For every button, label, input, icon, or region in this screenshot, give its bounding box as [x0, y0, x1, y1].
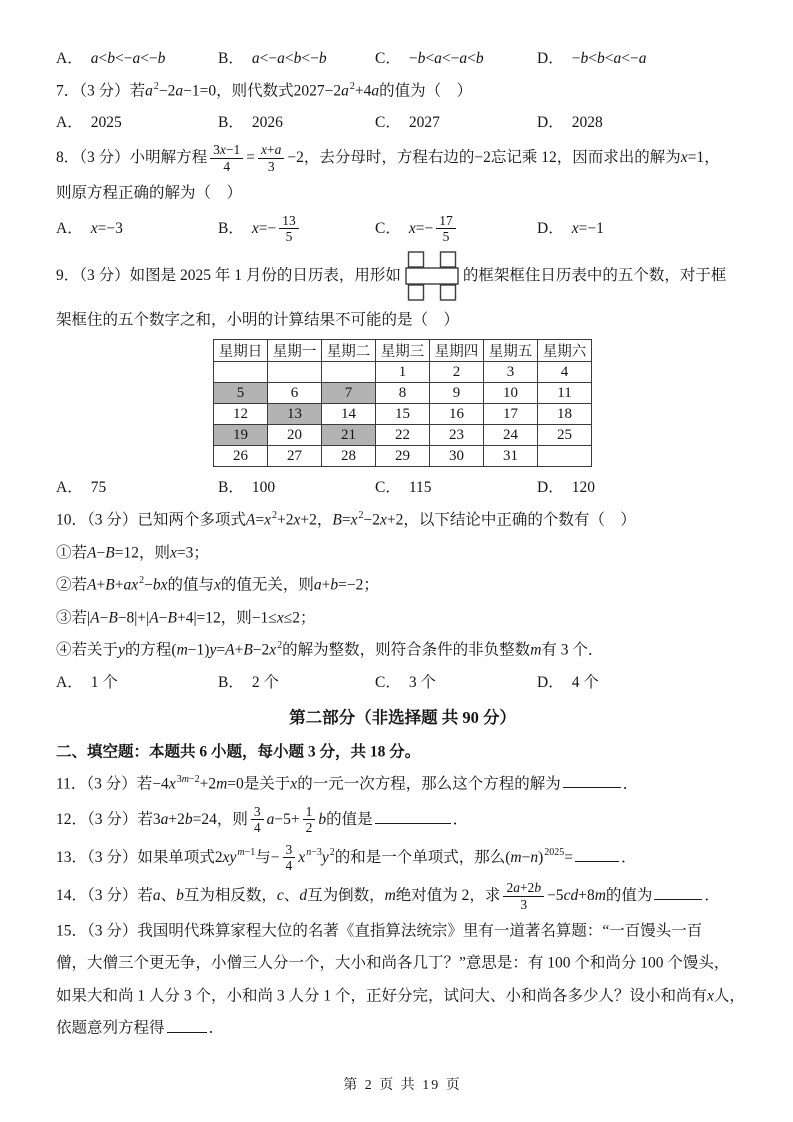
text-run: 人，: [713, 987, 745, 1005]
calendar-header-cell: 星期日: [214, 340, 268, 362]
answer-blank: [375, 806, 451, 823]
text-run: ，则代数式: [216, 82, 294, 100]
math-run: x=−: [251, 219, 277, 237]
text-run: 与: [255, 848, 271, 866]
text-run: ，去分母时，方程右边的: [303, 149, 475, 167]
calendar-cell: 1: [376, 362, 430, 383]
calendar-cell: 21: [322, 425, 376, 446]
math-run: 2xy: [214, 848, 237, 866]
option-label: D．: [537, 50, 564, 67]
math-run: |A−B−8|+|A−B+4|=12: [87, 609, 221, 627]
superscript: 2: [358, 510, 364, 522]
calendar-cell: 26: [214, 446, 268, 467]
option-label: C．: [375, 673, 401, 691]
fraction-numerator: 3: [251, 804, 264, 821]
calendar-cell: 22: [376, 425, 430, 446]
q10-item4: [56, 637, 749, 663]
option-D: [537, 216, 749, 242]
q14-stem: [56, 880, 749, 912]
text-run: ，则: [220, 609, 252, 627]
option-label: C．: [375, 50, 401, 67]
q9-stem-line2: [56, 307, 749, 333]
calendar-cell: 6: [268, 383, 322, 404]
answer-blank: [563, 771, 621, 788]
fraction-numerator: 2a+2b: [503, 880, 544, 897]
text-run: 10．（3 分）已知两个多项式: [56, 511, 246, 529]
calendar-cell: 14: [322, 404, 376, 425]
option-label: A．: [56, 50, 83, 67]
superscript: 2: [153, 80, 159, 92]
math-run: 100: [251, 479, 276, 497]
math-run: a−5+: [266, 810, 300, 828]
option-C: [375, 213, 537, 245]
text-run: 的值为: [605, 887, 653, 904]
calendar-cell: 4: [538, 362, 592, 383]
calendar-cell: 27: [268, 446, 322, 467]
text-run: 1 个: [90, 673, 118, 691]
answer-blank: [654, 882, 702, 899]
calendar-cell: [538, 446, 592, 467]
fraction-denominator: 5: [442, 229, 450, 245]
option-D: [537, 475, 749, 501]
option-A: [56, 475, 218, 501]
text-run: 是关于: [243, 775, 291, 793]
q10-item2: [56, 572, 749, 598]
text-run: 的值是: [326, 810, 373, 828]
text-run: 如果大和尚 1 人分 3 个，小和尚 3 人分 1 个，正好分完，试问大、小和尚各多少人？设小和尚有: [56, 987, 708, 1005]
calendar-header-cell: 星期六: [538, 340, 592, 362]
option-B: [218, 475, 375, 501]
math-run: y: [321, 848, 329, 866]
q7-options: [56, 110, 749, 136]
fraction-denominator: 2: [305, 820, 313, 836]
calendar-cell: 2: [430, 362, 484, 383]
option-B: [218, 46, 375, 72]
calendar-cell: 8: [376, 383, 430, 404]
option-label: B．: [218, 673, 244, 691]
option-label: B．: [218, 114, 244, 132]
option-label: C．: [375, 114, 401, 132]
text-run: 忘记乘 12，因而求出的解为: [490, 149, 681, 167]
option-label: D．: [537, 673, 564, 691]
text-run: 11．（3 分）若: [56, 775, 153, 793]
superscript: m−1: [237, 847, 256, 859]
math-run: +4a: [354, 82, 380, 100]
calendar-cell: 10: [484, 383, 538, 404]
calendar-cell: 9: [430, 383, 484, 404]
superscript: 2: [329, 847, 335, 859]
calendar-cell: 23: [430, 425, 484, 446]
fraction: [283, 842, 296, 874]
calendar-header-row: [214, 340, 592, 362]
math-run: 3a+2b=24: [152, 810, 217, 828]
text-run: 互为倒数，: [307, 887, 385, 904]
answer-blank: [167, 1015, 207, 1032]
option-label: A．: [56, 479, 83, 497]
superscript: 2: [349, 80, 355, 92]
calendar-cell: 11: [538, 383, 592, 404]
text-run: 的解为整数，则符合条件的非负整数: [282, 641, 531, 659]
q15-stem-line3: [56, 983, 749, 1009]
text-run: 的和是一个单项式，那么: [334, 848, 506, 866]
q8-stem-line2: [56, 180, 749, 206]
option-C: [375, 46, 537, 72]
text-run: 的一元一次方程，那么这个方程的解为: [297, 775, 561, 793]
q11-stem: [56, 771, 749, 798]
option-label: C．: [375, 479, 401, 497]
q9-stem-line1: [56, 251, 749, 301]
math-run: a<b<−a<−b: [90, 50, 166, 67]
math-run: a: [152, 887, 161, 904]
math-run: −bx: [144, 576, 168, 594]
math-run: 2027: [408, 114, 440, 132]
math-run: −2x+2: [363, 511, 404, 529]
fraction-numerator: 3: [283, 842, 296, 859]
text-run: 绝对值为 2，求: [395, 887, 501, 904]
fraction: [251, 804, 264, 836]
q10-stem: [56, 507, 749, 533]
calendar-cell: 12: [214, 404, 268, 425]
option-C: [375, 670, 537, 696]
math-run: (m−n): [505, 848, 544, 866]
math-run: c: [276, 887, 284, 904]
q8-options: [56, 213, 749, 245]
calendar-header-cell: 星期三: [376, 340, 430, 362]
calendar-wrap: [56, 339, 749, 467]
text-run: 2 个: [251, 673, 279, 691]
text-run: 的框架框住日历表中的五个数，对于框: [462, 266, 727, 284]
text-run: 互为相反数，: [183, 887, 277, 904]
calendar-cell: [214, 362, 268, 383]
math-run: 2027−2a: [293, 82, 349, 100]
option-B: [218, 670, 375, 696]
calendar-cell: 19: [214, 425, 268, 446]
fraction: [279, 213, 299, 245]
text-run: ，: [316, 511, 333, 529]
text-run: 14．（3 分）若: [56, 887, 153, 904]
calendar-header-cell: 星期五: [484, 340, 538, 362]
exam-content: [56, 46, 749, 1048]
math-run: x=1: [680, 149, 705, 167]
text-run: 架框住的五个数字之和，小明的计算结果不可能的是（ ）: [56, 311, 460, 329]
fraction: [210, 142, 243, 174]
option-label: B．: [218, 50, 244, 67]
text-run: 第二部分（非选择题 共 90 分）: [289, 707, 516, 727]
math-run: x: [298, 848, 306, 866]
text-run: ，: [704, 149, 720, 167]
text-run: ②若: [56, 576, 88, 594]
option-A: [56, 216, 218, 242]
math-run: b: [176, 887, 184, 904]
option-A: [56, 46, 218, 72]
fraction-denominator: 4: [253, 820, 261, 836]
page-footer: 第 2 页 共 19 页: [343, 1078, 462, 1093]
fill-blank-section-title: [56, 739, 749, 765]
calendar-row: [214, 383, 592, 404]
q7-stem: [56, 78, 749, 104]
q10-item1: [56, 540, 749, 566]
calendar-cell: 7: [322, 383, 376, 404]
q6-options: [56, 46, 749, 72]
fraction-denominator: 4: [223, 158, 231, 174]
text-run: 9．（3 分）如图是 2025 年 1 月份的日历表，用形如: [56, 266, 401, 284]
math-run: −5cd+8m: [547, 887, 606, 904]
fraction-numerator: 1: [303, 804, 316, 821]
math-run: +2m=0: [199, 775, 244, 793]
option-A: [56, 670, 218, 696]
fraction-numerator: 3x−1: [210, 142, 243, 159]
text-run: 、: [283, 887, 300, 904]
superscript: n−3: [306, 847, 322, 859]
option-D: [537, 46, 749, 72]
calendar-cell: 15: [376, 404, 430, 425]
option-C: [375, 110, 537, 136]
q12-stem: [56, 804, 749, 836]
text-run: ①若: [56, 544, 88, 562]
text-run: 13．（3 分）如果单项式: [56, 848, 215, 866]
text-run: ，则: [138, 544, 170, 562]
math-run: −b<b<a<−a: [571, 50, 647, 67]
option-B: [218, 213, 375, 245]
q15-stem-line2: [56, 950, 749, 976]
calendar-cell: [322, 362, 376, 383]
text-run: ．: [621, 848, 637, 866]
math-run: =: [246, 149, 256, 167]
text-run: ．: [452, 810, 469, 828]
part2-heading: [56, 704, 749, 731]
math-run: y: [118, 641, 125, 659]
text-run: 的值为（ ）: [379, 82, 473, 100]
option-label: B．: [218, 219, 244, 237]
math-run: a: [145, 82, 153, 100]
text-run: ．: [208, 1020, 225, 1038]
calendar-cell: 3: [484, 362, 538, 383]
calendar-cell: 25: [538, 425, 592, 446]
option-C: [375, 475, 537, 501]
text-run: ③若: [56, 609, 88, 627]
text-run: 4 个: [571, 673, 599, 691]
option-label: A．: [56, 673, 83, 691]
math-run: 115: [408, 479, 432, 497]
math-run: −: [270, 848, 280, 866]
superscript: 2: [139, 575, 145, 587]
fraction: [303, 804, 316, 836]
calendar-cell: 17: [484, 404, 538, 425]
math-run: m: [530, 641, 542, 659]
fraction-numerator: x+a: [258, 142, 284, 159]
math-run: 75: [90, 479, 107, 497]
math-run: −b<a<−a<b: [408, 50, 484, 67]
calendar-header-cell: 星期二: [322, 340, 376, 362]
math-run: (m−1)y=A+B−2x: [171, 641, 277, 659]
text-run: 12．（3 分）若: [56, 810, 153, 828]
q10-item3: [56, 605, 749, 631]
fraction-numerator: 13: [279, 213, 299, 230]
text-run: ，以下结论中正确的个数有（ ）: [403, 511, 636, 529]
q15-stem-line4: [56, 1015, 749, 1042]
superscript: 2025: [544, 847, 565, 859]
superscript: 3m−2: [176, 774, 200, 786]
superscript: 2: [277, 639, 283, 651]
math-run: −2: [287, 149, 304, 167]
math-run: x=−: [408, 219, 434, 237]
fraction-denominator: 4: [285, 858, 293, 874]
fraction-denominator: 3: [520, 896, 528, 912]
math-run: x=−1: [571, 219, 604, 237]
q9-options: [56, 475, 749, 501]
fraction-numerator: 17: [436, 213, 456, 230]
fraction: [258, 142, 284, 174]
math-run: 2025: [90, 114, 122, 132]
math-run: 2026: [251, 114, 283, 132]
text-run: 、: [160, 887, 177, 904]
math-run: b: [318, 810, 327, 828]
text-run: 有 3 个．: [541, 641, 604, 659]
text-run: ．: [704, 887, 720, 904]
text-run: 二、填空题：本题共 6 小题，每小题 3 分，共 18 分。: [56, 743, 421, 761]
q13-stem: [56, 842, 749, 874]
text-run: 8．（3 分）小明解方程: [56, 149, 208, 167]
calendar-row: [214, 362, 592, 383]
option-label: D．: [537, 114, 564, 132]
math-run: x=−3: [90, 219, 123, 237]
option-D: [537, 670, 749, 696]
text-run: 的值与: [167, 576, 214, 594]
text-run: ；: [299, 609, 316, 627]
math-run: B=x: [332, 511, 358, 529]
calendar-header-cell: 星期一: [268, 340, 322, 362]
text-run: ④若关于: [56, 641, 119, 659]
math-run: −4x: [152, 775, 176, 793]
calendar-row: [214, 425, 592, 446]
calendar-cell: 28: [322, 446, 376, 467]
fraction-denominator: 5: [285, 229, 293, 245]
option-B: [218, 110, 375, 136]
option-label: D．: [537, 479, 564, 497]
text-run: 僧，大僧三个更无争，小僧三人分一个，大小和尚各几丁？”意思是：有 100 个和尚分 100 个馒头，: [56, 954, 730, 972]
text-run: 依题意列方程得: [56, 1020, 165, 1038]
q8-stem-line1: [56, 142, 749, 174]
option-label: A．: [56, 114, 83, 132]
calendar-cell: 30: [430, 446, 484, 467]
option-label: A．: [56, 219, 83, 237]
math-run: A−B=12: [87, 544, 139, 562]
q10-options: [56, 670, 749, 696]
text-run: ；: [193, 544, 209, 562]
math-run: a<−a<b<−b: [251, 50, 327, 67]
math-run: x: [214, 576, 221, 594]
text-run: 7．（3 分）若: [56, 82, 146, 100]
fraction: [503, 880, 544, 912]
text-run: 15．（3 分）我国明代珠算家程大位的名著《直指算法统宗》里有一道著名算题：“一百馒头一百: [56, 922, 703, 940]
fraction-denominator: 3: [267, 158, 275, 174]
calendar-row: [214, 446, 592, 467]
math-run: 120: [571, 479, 595, 497]
math-run: x: [290, 775, 298, 793]
text-run: ；: [363, 576, 379, 594]
math-run: A=x: [245, 511, 271, 529]
calendar-cell: 20: [268, 425, 322, 446]
math-run: =: [564, 848, 574, 866]
math-run: d: [299, 887, 308, 904]
text-run: 的值无关，则: [220, 576, 314, 594]
math-run: −1≤x≤2: [251, 609, 300, 627]
text-run: ，则: [216, 810, 248, 828]
math-run: +2x+2: [277, 511, 317, 529]
calendar-cell: 29: [376, 446, 430, 467]
math-run: −2: [474, 149, 491, 167]
text-run: 则原方程正确的解为（ ）: [56, 184, 243, 202]
option-label: C．: [375, 219, 401, 237]
text-run: 3 个: [408, 673, 436, 691]
calendar-row: [214, 404, 592, 425]
math-run: x: [707, 987, 714, 1005]
text-run: 的方程: [124, 641, 172, 659]
calendar-cell: 18: [538, 404, 592, 425]
option-A: [56, 110, 218, 136]
option-label: B．: [218, 479, 244, 497]
calendar-cell: 5: [214, 383, 268, 404]
math-run: −2a−1=0: [158, 82, 217, 100]
calendar-cell: 31: [484, 446, 538, 467]
option-D: [537, 110, 749, 136]
calendar-cell: 13: [268, 404, 322, 425]
frame-shape-icon: [405, 251, 459, 301]
math-run: 2028: [571, 114, 603, 132]
calendar-cell: 24: [484, 425, 538, 446]
calendar-table: [213, 339, 592, 467]
calendar-header-cell: 星期四: [430, 340, 484, 362]
calendar-cell: [268, 362, 322, 383]
math-run: a+b=−2: [313, 576, 364, 594]
fraction: [436, 213, 456, 245]
answer-blank: [575, 844, 619, 861]
superscript: 2: [272, 510, 277, 522]
math-run: m: [384, 887, 396, 904]
option-label: D．: [537, 219, 564, 237]
math-run: x=3: [169, 544, 194, 562]
math-run: A+B+ax: [87, 576, 139, 594]
calendar-cell: 16: [430, 404, 484, 425]
q15-stem-line1: [56, 918, 749, 944]
text-run: ．: [622, 775, 639, 793]
